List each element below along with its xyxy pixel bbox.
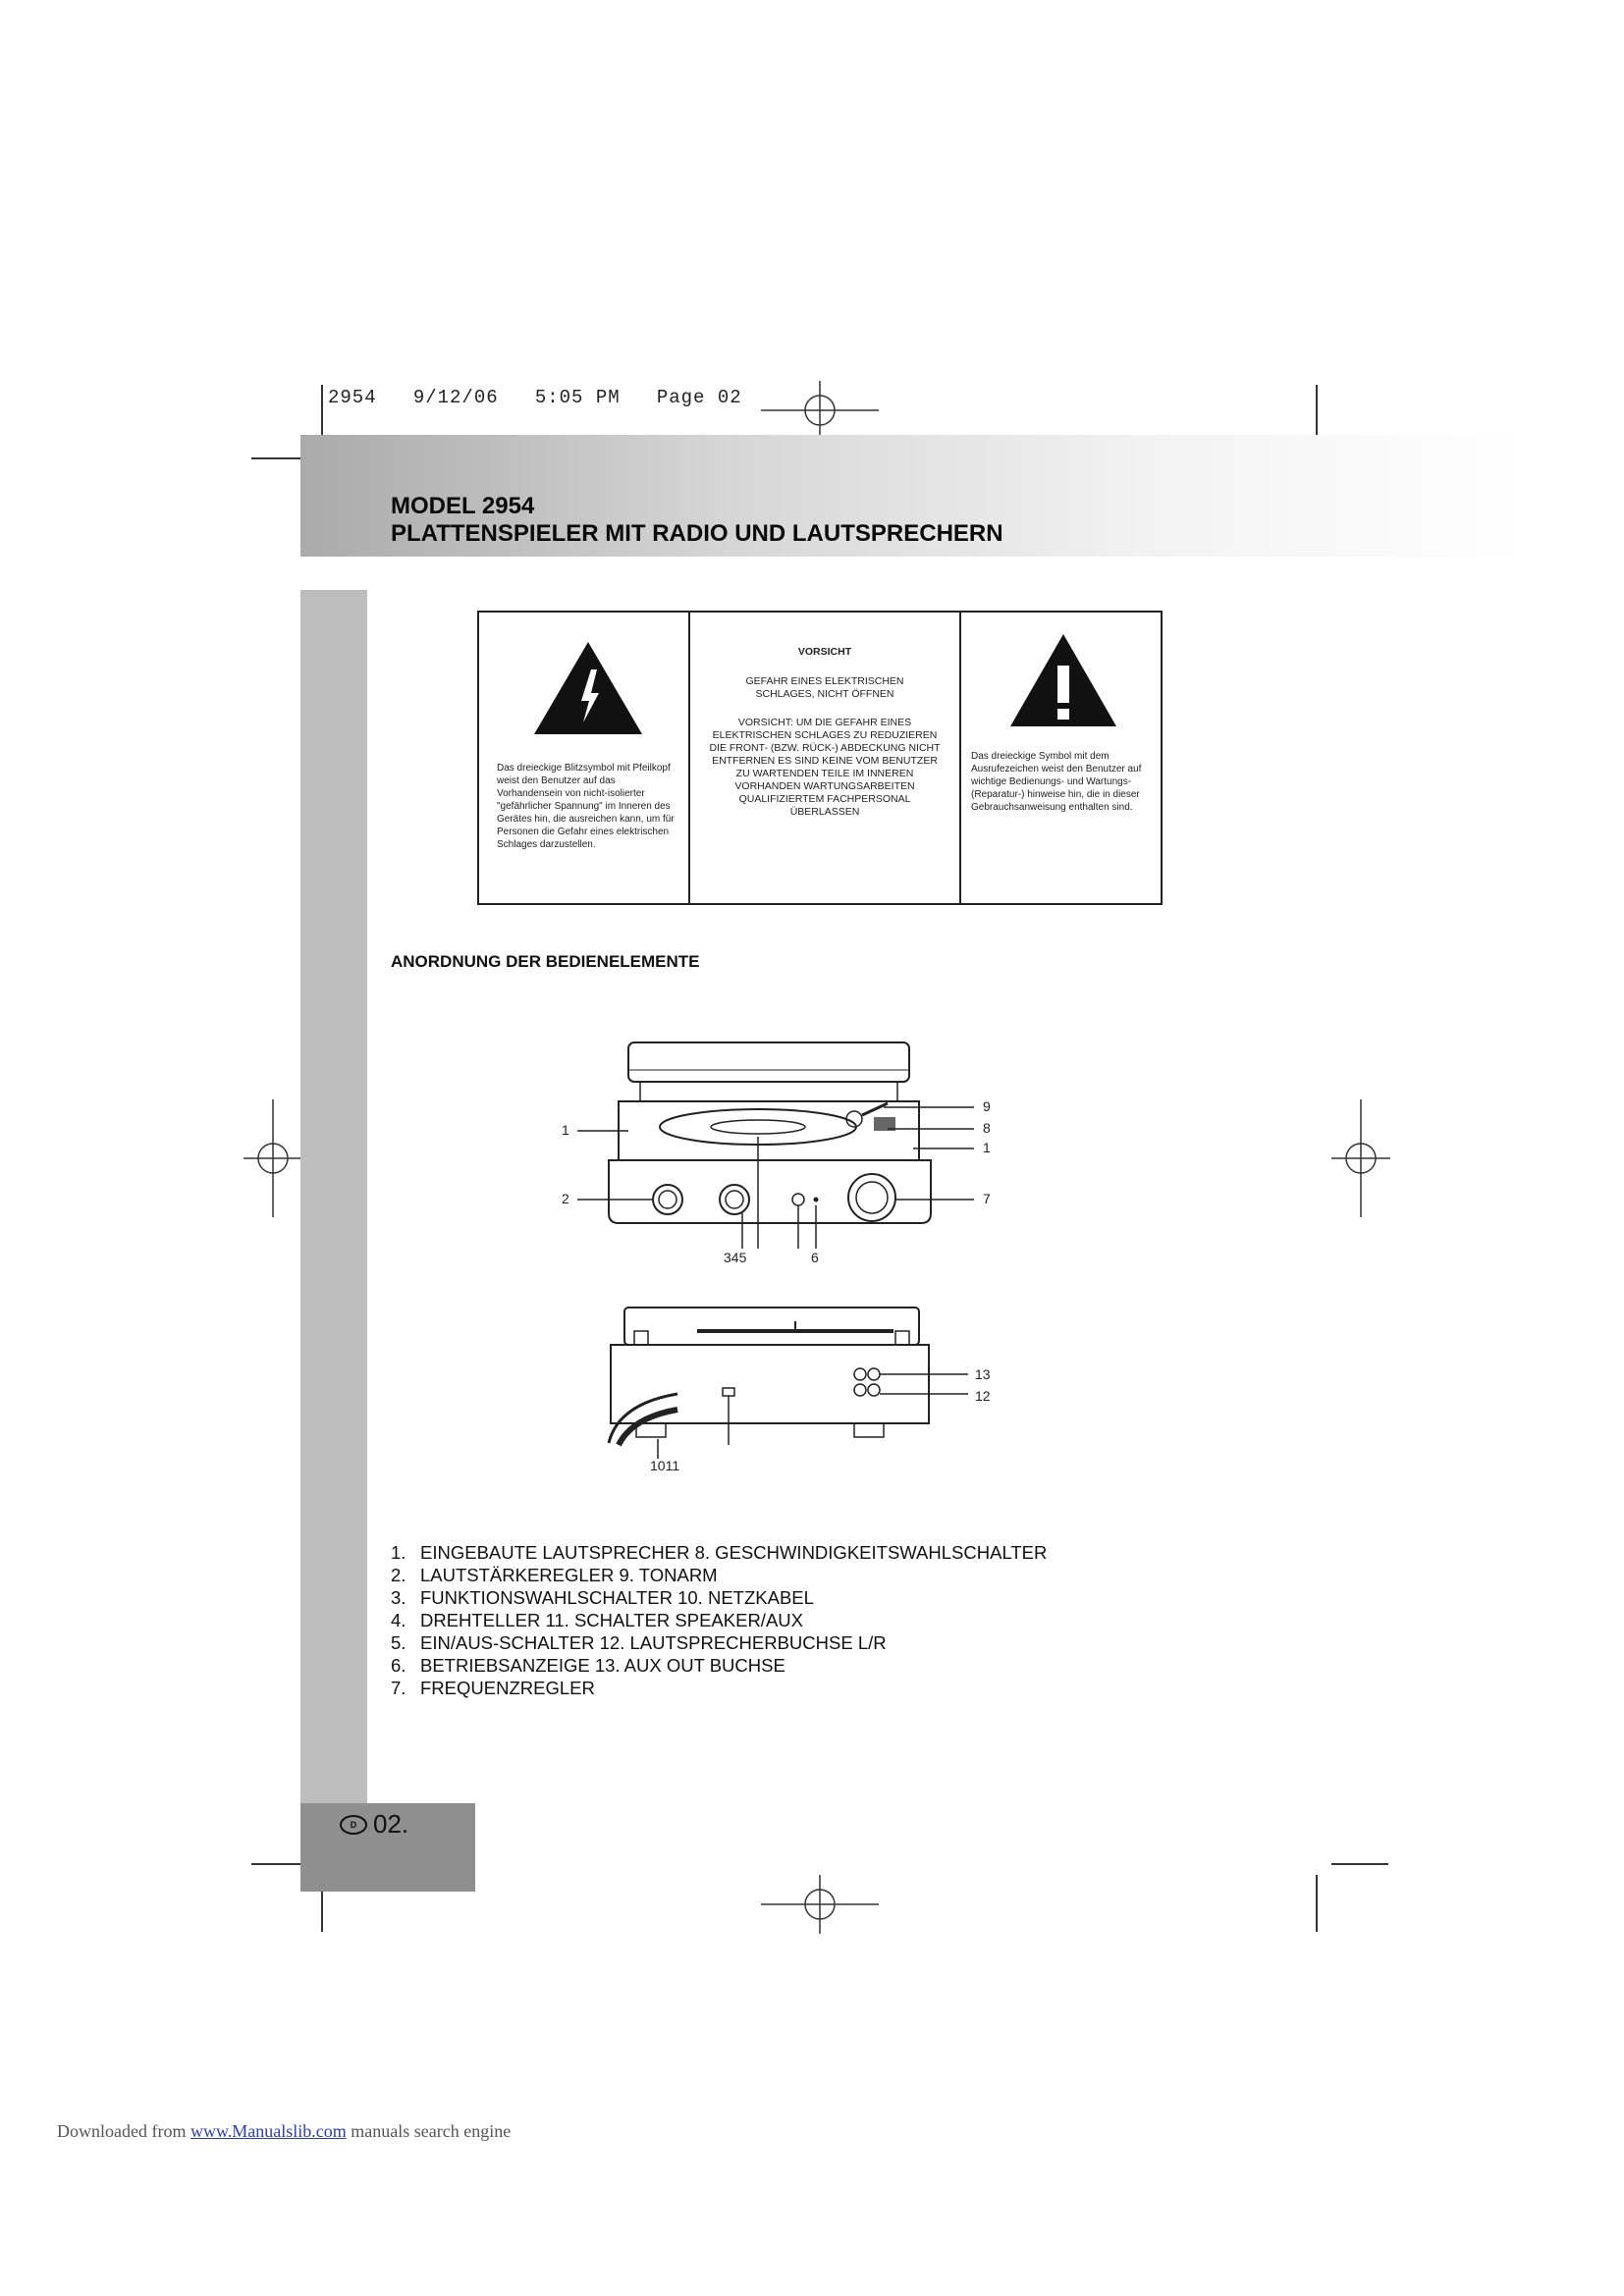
crop-mark <box>321 385 323 442</box>
legend-item: 4. DREHTELLER 11. SCHALTER SPEAKER/AUX <box>391 1610 803 1630</box>
product-title: PLATTENSPIELER MIT RADIO UND LAUTSPRECHERN <box>391 520 1003 547</box>
registration-mark-top <box>761 381 879 440</box>
crop-mark <box>1316 1875 1318 1932</box>
warning-right-column <box>959 613 1161 903</box>
section-title: ANORDNUNG DER BEDIENELEMENTE <box>391 952 700 971</box>
controls-legend <box>391 1541 1047 1699</box>
page-number <box>340 1809 408 1840</box>
callout-9: 9 <box>983 1098 991 1114</box>
crop-mark <box>1316 385 1318 442</box>
download-footer: Downloaded from www.Manualslib.com manuals search engine <box>57 2121 512 2141</box>
turntable-front-diagram <box>550 1031 1021 1276</box>
turntable-back-diagram <box>589 1296 1021 1482</box>
callout-7: 7 <box>983 1191 991 1206</box>
warning-left-column <box>479 613 688 903</box>
safety-warning-box <box>477 611 1163 905</box>
callout-1011: 1011 <box>650 1458 680 1473</box>
crop-mark <box>1331 1863 1388 1865</box>
legend-item: 1. EINGEBAUTE LAUTSPRECHER 8. GESCHWINDIGKEITSWAHLSCHALTER <box>391 1542 1048 1563</box>
registration-mark-left <box>244 1099 302 1217</box>
legend-item: 2. LAUTSTÄRKEREGLER 9. TONARM <box>391 1565 718 1585</box>
callout-13: 13 <box>975 1366 991 1382</box>
registration-mark-right <box>1331 1099 1390 1217</box>
callout-2: 2 <box>562 1191 569 1206</box>
warning-left-text: Das dreieckige Blitzsymbol mit Pfeilkopf weist den Benutzer auf das Vorhandensein von nicht-isolierter "gefährlicher Spannung" im Inneren des Gerätes hin, die ausreichen kann, um für Personen die Gefahr eines elektrischen Schlages darzustellen. <box>497 763 675 850</box>
exclamation-warning-icon <box>1008 632 1118 728</box>
legend-item: 3. FUNKTIONSWAHLSCHALTER 10. NETZKABEL <box>391 1587 814 1608</box>
warning-subtitle: GEFAHR EINES ELEKTRISCHEN SCHLAGES, NICHT ÖFFNEN <box>745 675 904 700</box>
legend-item: 6. BETRIEBSANZEIGE 13. AUX OUT BUCHSE <box>391 1655 785 1676</box>
callout-8: 8 <box>983 1120 991 1136</box>
legend-item: 5. EIN/AUS-SCHALTER 12. LAUTSPRECHERBUCHSE L/R <box>391 1632 887 1653</box>
model-title: MODEL 2954 <box>391 493 535 519</box>
lightning-warning-icon <box>532 640 644 736</box>
page-number-text: 02. <box>373 1809 409 1839</box>
callout-1-right: 1 <box>983 1140 991 1155</box>
side-bar <box>300 590 367 1803</box>
callout-1-left: 1 <box>562 1122 569 1138</box>
legend-item: 7. FREQUENZREGLER <box>391 1678 595 1698</box>
manualslib-link[interactable]: www.Manualslib.com <box>189 2121 347 2141</box>
registration-mark-bottom <box>761 1875 879 1934</box>
warning-middle-column <box>688 613 959 903</box>
warning-title: VORSICHT <box>797 646 852 658</box>
callout-6: 6 <box>811 1250 819 1265</box>
warning-right-text: Das dreieckige Symbol mit dem Ausrufezeichen weist den Benutzer auf wichtige Bedienungs- und Wartungs- (Reparatur-) hinweise hin, die in dieser Gebrauchsanweisung enthalten sind. <box>971 751 1142 813</box>
callout-345: 345 <box>724 1250 747 1265</box>
callout-12: 12 <box>975 1388 991 1404</box>
print-slug: 2954 9/12/06 5:05 PM Page 02 <box>328 387 742 408</box>
warning-body: VORSICHT: UM DIE GEFAHR EINES ELEKTRISCHEN SCHLAGES ZU REDUZIEREN DIE FRONT- (BZW. RÜCK-) ABDECKUNG NICHT ENTFERNEN ES SIND KEINE VOM BENUTZER ZU WARTENDEN TEILE IM INNEREN VORHANDEN WARTUNGSARBEITEN QUALIFIZIERTEM FACHPERSONAL ÜBERLASSEN <box>709 717 941 818</box>
language-badge: D <box>340 1815 367 1835</box>
